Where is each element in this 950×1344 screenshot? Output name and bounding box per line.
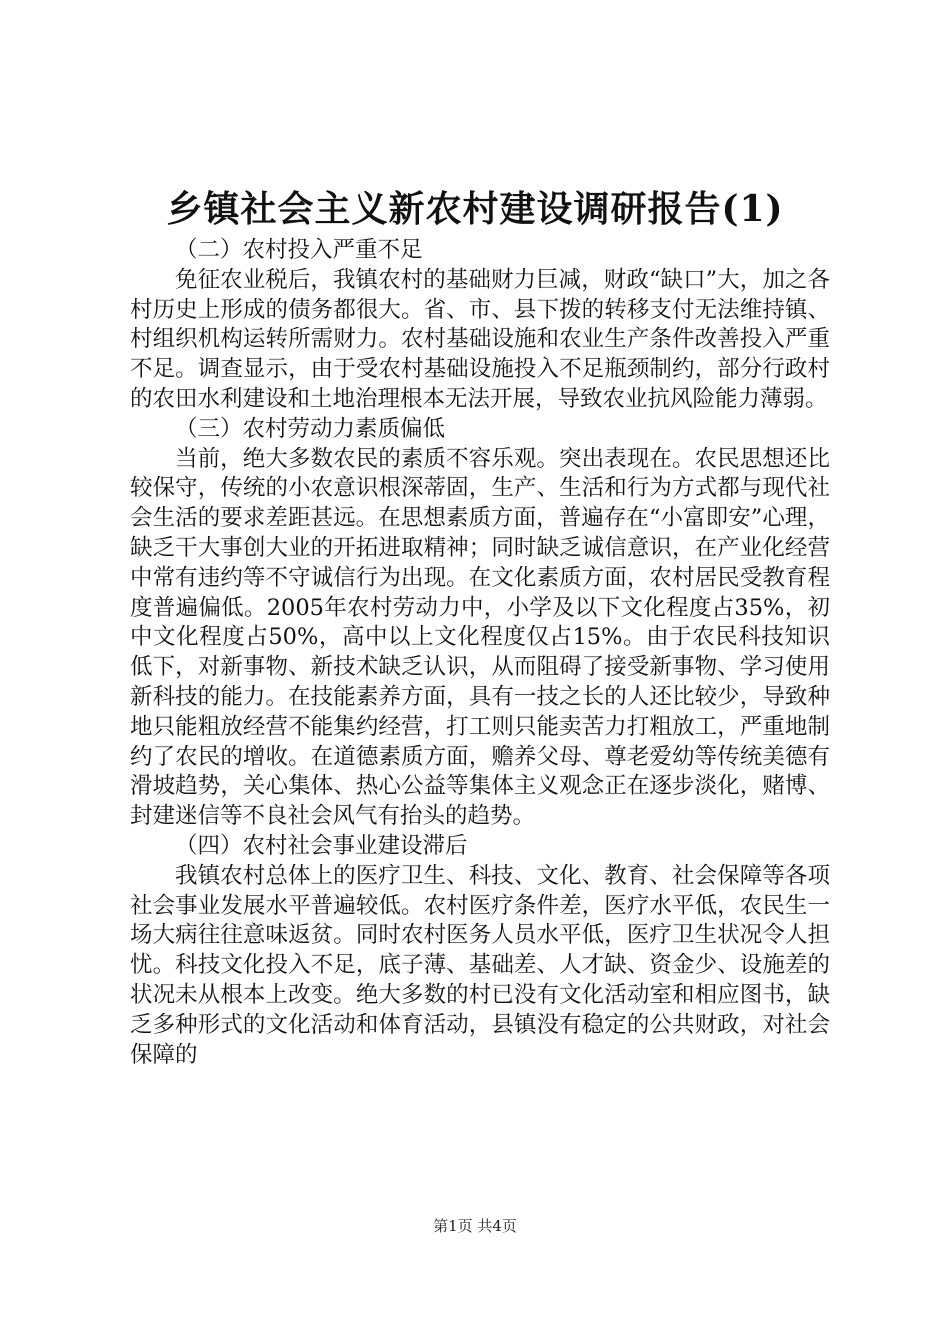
section-heading-4: （四）农村社会事业建设滞后 xyxy=(175,832,468,859)
document-title: 乡镇社会主义新农村建设调研报告(1) xyxy=(166,188,784,230)
section-heading-3: （三）农村劳动力素质偏低 xyxy=(175,415,446,442)
paragraph-labor-quality: 当前，绝大多数农民的素质不容乐观。突出表现在。农民思想还比较保守，传统的小农意识根深蒂固，生产、生活和行为方式都与现代社会生活的要求差距甚远。在思想素质方面，普遍存在“小富即安”心理，缺乏干大事创大业的开拓进取精神；同时缺乏诚信意识，在产业化经营中常有违约等不守诚信行为出现。在文化素质方面，农村居民受教育程度普遍偏低。2005年农村劳动力中，小学及以下文化程度占35%，初中文化程度占50%，高中以上文化程度仅占15%。由于农民科技知识低下，对新事物、新技术缺乏认识，从而阻碍了接受新事物、学习使用新科技的能力。在技能素养方面，具有一技之长的人还比较少，导致种地只能粗放经营不能集约经营，打工则只能卖苦力打粗放工，严重地制约了农民的增收。在道德素质方面，赡养父母、尊老爱幼等传统美德有滑坡趋势，关心集体、热心公益等集体主义观念正在逐步淡化，赌博、封建迷信等不良社会风气有抬头的趋势。 xyxy=(130,445,830,830)
section-heading-2: （二）农村投入严重不足 xyxy=(175,237,423,263)
paragraph-investment: 免征农业税后，我镇农村的基础财力巨减，财政“缺口”大，加之各村历史上形成的债务都很大。省、市、县下拨的转移支付无法维持镇、村组织机构运转所需财力。农村基础设施和农业生产条件改善投入严重不足。调查显示，由于受农村基础设施投入不足瓶颈制约，部分行政村的农田水利建设和土地治理根本无法开展，导致农业抗风险能力薄弱。 xyxy=(130,266,830,412)
paragraph-social-services: 我镇农村总体上的医疗卫生、科技、文化、教育、社会保障等各项社会事业发展水平普遍较低。农村医疗条件差，医疗水平低，农民生一场大病往往意味返贫。同时农村医务人员水平低，医疗卫生状况令人担忧。科技文化投入不足，底子薄、基础差、人才缺、资金少、设施差的状况未从根本上改变。绝大多数的村已没有文化活动室和相应图书，缺乏多种形式的文化活动和体育活动，县镇没有稳定的公共财政，对社会保障的 xyxy=(130,862,830,1068)
page-footer: 第1页 共4页 xyxy=(433,1217,517,1235)
document-body xyxy=(130,236,830,1070)
